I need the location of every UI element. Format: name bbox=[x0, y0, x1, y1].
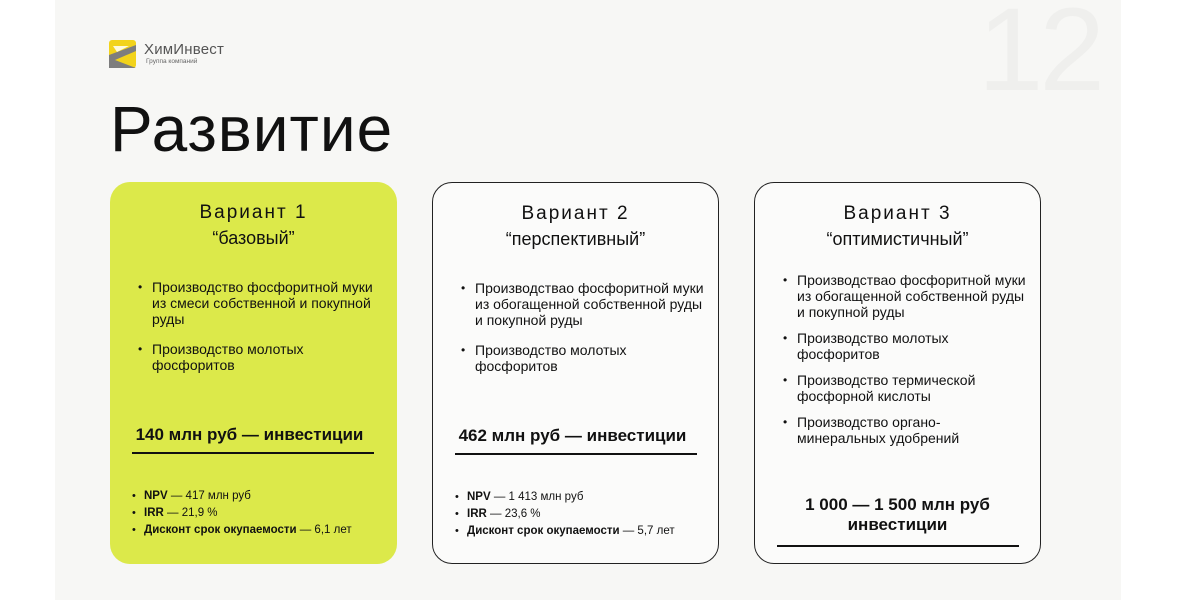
metric-npv: • NPV — 1 413 млн руб bbox=[455, 489, 705, 506]
logo-icon bbox=[109, 40, 136, 68]
card-title: Вариант 2 bbox=[521, 203, 630, 224]
list-item: • Производство молотых фосфоритов bbox=[783, 330, 1028, 362]
metric-npv: • NPV — 417 млн руб bbox=[132, 488, 382, 505]
divider bbox=[777, 545, 1019, 547]
variant-card-1 bbox=[110, 182, 397, 564]
list-item: • Производство термической фосфорной кислоты bbox=[783, 372, 1028, 404]
investment-line bbox=[450, 426, 695, 446]
card-title: Вариант 1 bbox=[199, 202, 308, 223]
metric-payback: • Дисконт срок окупаемости — 6,1 лет bbox=[132, 522, 382, 539]
investment-line bbox=[127, 425, 372, 445]
variant-card-3 bbox=[754, 182, 1041, 564]
page-number: 12 bbox=[977, 0, 1101, 116]
card-title: Вариант 3 bbox=[843, 203, 952, 224]
metric-payback: • Дисконт срок окупаемости — 5,7 лет bbox=[455, 523, 705, 540]
list-item: • Производстваo фосфоритной муки из обогащенной собственной руды и покупной руды bbox=[461, 280, 706, 328]
metrics-list bbox=[132, 488, 382, 539]
divider bbox=[132, 452, 374, 454]
investment-amount: 140 млн руб — bbox=[135, 425, 259, 444]
investment-amount: 1 000 — 1 500 млн руб bbox=[805, 495, 990, 514]
card-subtitle: “базовый” bbox=[212, 228, 295, 248]
card-subtitle: “перспективный” bbox=[505, 229, 646, 249]
metric-irr: • IRR — 21,9 % bbox=[132, 505, 382, 522]
list-item: • Производство фосфоритной муки из смеси собственной и покупной руды bbox=[138, 279, 383, 327]
card-subtitle: “оптимистичный” bbox=[826, 229, 969, 249]
investment-label: инвестиции bbox=[847, 515, 948, 534]
variant-card-2 bbox=[432, 182, 719, 564]
investment-range bbox=[755, 495, 1040, 535]
list-item: • Производство органо-минеральных удобрений bbox=[783, 414, 1028, 446]
divider bbox=[455, 453, 697, 455]
list-item: • Производство молотых фосфоритов bbox=[461, 342, 706, 374]
list-item: • Производство молотых фосфоритов bbox=[138, 341, 383, 373]
investment-amount: 462 млн руб — bbox=[458, 426, 582, 445]
investment-label: инвестиции bbox=[586, 426, 687, 445]
metric-irr: • IRR — 23,6 % bbox=[455, 506, 705, 523]
page-title: Развитие bbox=[110, 93, 394, 165]
list-item: • Производстваo фосфоритной муки из обогащенной собственной руды и покупной руды bbox=[783, 272, 1028, 320]
logo-name: ХимИнвест bbox=[144, 41, 225, 59]
slide bbox=[55, 0, 1121, 600]
company-logo bbox=[109, 40, 224, 68]
investment-label: инвестиции bbox=[263, 425, 364, 444]
metrics-list bbox=[455, 489, 705, 540]
logo-subtitle: Группа компаний bbox=[146, 58, 198, 66]
